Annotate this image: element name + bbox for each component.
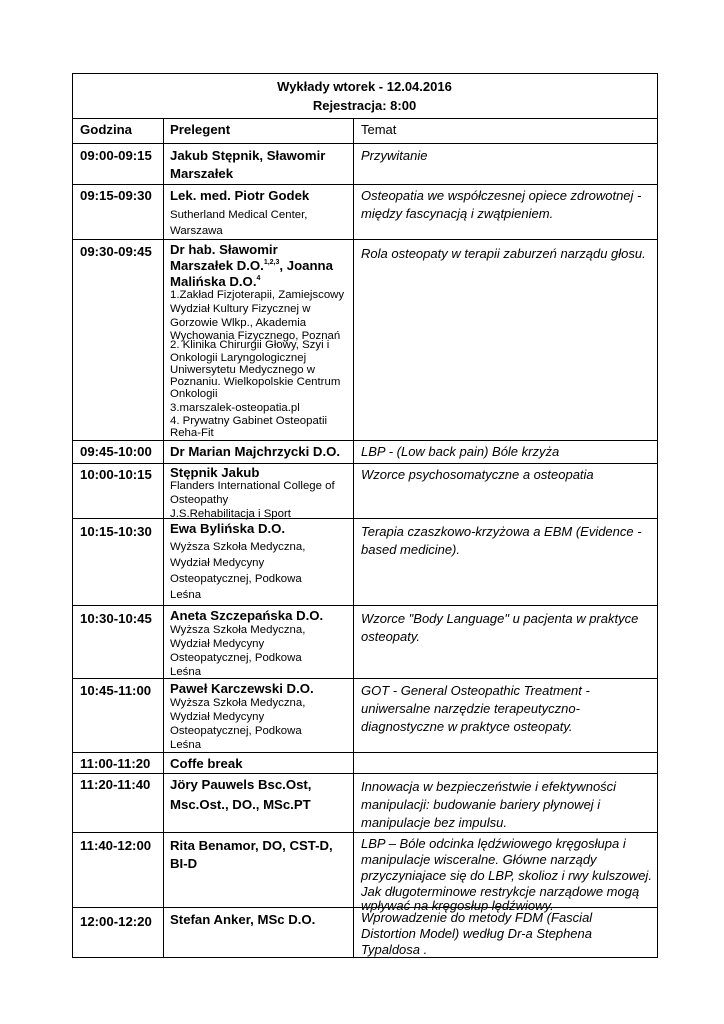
row-time: 10:30-10:45 [80, 611, 152, 626]
row-topic: Typaldosa . [361, 942, 428, 957]
row-affiliation: Wychowania Fizycznego, Poznań [170, 330, 341, 342]
row-affiliation: Wyższa Szkoła Medyczna, [170, 541, 306, 553]
row-speaker: Malińska D.O.$^4$ [170, 274, 261, 289]
row-topic: Osteopatia we współczesnej opiece zdrowotnej - [361, 188, 642, 203]
row-topic: Terapia czaszkowo-krzyżowa a EBM (Evidence - [361, 524, 642, 539]
row-affiliation: Wydział Medycyny [170, 711, 265, 723]
row-topic: LBP – Bóle odcinka lędźwiowego kręgosłupa i [361, 836, 626, 851]
row-topic: Wzorce "Body Language" u pacjenta w praktyce [361, 611, 639, 626]
row-affiliation: Gorzowie Wlkp., Akademia [170, 317, 307, 329]
row-affiliation: J.S.Rehabilitacja i Sport [170, 508, 291, 520]
row-topic: manipulacje wisceralne. Główne narządy [361, 852, 597, 867]
row-speaker: Coffe break [170, 756, 243, 771]
row-time: 10:45-11:00 [80, 683, 152, 698]
row-speaker: Stefan Anker, MSc D.O. [170, 912, 316, 927]
row-speaker: Marszałek D.O.$^{1,2,3}$, Joanna [170, 258, 333, 273]
row-topic: LBP - (Low back pain) Bóle krzyża [361, 444, 560, 459]
row-affiliation: Osteopatycznej, Podkowa [170, 573, 302, 585]
row-affiliation: Uniwersytetu Medycznego w [170, 364, 315, 376]
row-affiliation: Leśna [170, 739, 202, 751]
row-topic: manipulacje bez impulsu. [361, 815, 507, 830]
row-topic: przyczyniajace się do LBP, skolioz i rwy kulszowej. [361, 868, 652, 883]
row-topic: uniwersalne narzędzie terapeutyczno- [361, 701, 580, 716]
row-affiliation: Poznaniu. Wielkopolskie Centrum [170, 376, 341, 388]
column-header-topic: Temat [361, 122, 397, 137]
row-time: 09:30-09:45 [80, 244, 152, 259]
row-affiliation: Wyższa Szkoła Medyczna, [170, 624, 306, 636]
row-speaker: Dr Marian Majchrzycki D.O. [170, 444, 341, 459]
row-affiliation: Onkologii Laryngologicznej [170, 352, 307, 364]
row-topic: wpływać na kręgosłup lędźwiowy. [361, 898, 554, 913]
row-speaker: Paweł Karczewski D.O. [170, 681, 314, 696]
row-topic: GOT - General Osteopathic Treatment - [361, 683, 590, 698]
row-speaker: Lek. med. Piotr Godek [170, 188, 310, 203]
row-topic: Wprowadzenie do metody FDM (Fascial [361, 910, 593, 925]
row-time: 12:00-12:20 [80, 914, 152, 929]
row-topic: diagnostyczne w praktyce osteopaty. [361, 719, 573, 734]
column-header-time: Godzina [80, 122, 133, 137]
row-speaker: Marszałek [170, 166, 234, 181]
row-speaker: Aneta Szczepańska D.O. [170, 608, 324, 623]
row-speaker: BI-D [170, 856, 198, 871]
row-topic: Innowacja w bezpieczeństwie i efektywności [361, 779, 617, 794]
row-topic: Distortion Model) według Dr-a Stephena [361, 926, 592, 941]
row-speaker: Dr hab. Sławomir [170, 242, 278, 257]
row-affiliation: 3.marszalek-osteopatia.pl [170, 402, 300, 414]
row-topic: osteopaty. [361, 629, 421, 644]
row-affiliation: Wyższa Szkoła Medyczna, [170, 697, 306, 709]
row-time: 09:00-09:15 [80, 148, 152, 163]
row-affiliation: Sutherland Medical Center, [170, 209, 308, 221]
page-title: Wykłady wtorek - 12.04.2016 [277, 79, 452, 94]
row-affiliation: 2. Klinika Chirurgii Głowy, Szyi i [170, 339, 330, 351]
column-header-speaker: Prelegent [170, 122, 231, 137]
row-speaker: Jöry Pauwels Bsc.Ost, [170, 777, 312, 792]
row-affiliation: Flanders International College of [170, 480, 335, 492]
row-time: 11:20-11:40 [80, 777, 151, 792]
row-speaker: Ewa Bylińska D.O. [170, 521, 286, 536]
row-affiliation: Osteopatycznej, Podkowa [170, 725, 302, 737]
row-topic: Jak długoterminowe restrykcje narządowe mogą [361, 884, 640, 899]
row-affiliation: 1.Zakład Fizjoterapii, Zamiejscowy [170, 289, 345, 301]
row-affiliation: Wydział Medycyny [170, 557, 265, 569]
row-speaker: Stępnik Jakub [170, 465, 260, 480]
row-affiliation: Leśna [170, 666, 202, 678]
row-affiliation: Osteopatycznej, Podkowa [170, 652, 302, 664]
row-speaker: Rita Benamor, DO, CST-D, [170, 838, 333, 853]
row-topic: manipulacji: budowanie bariery płynowej i [361, 797, 601, 812]
row-topic: Przywitanie [361, 148, 428, 163]
row-topic: Wzorce psychosomatyczne a osteopatia [361, 467, 594, 482]
row-affiliation: Reha-Fit [170, 427, 214, 439]
row-time: 11:40-12:00 [80, 838, 152, 853]
row-affiliation: Leśna [170, 589, 202, 601]
row-time: 09:15-09:30 [80, 188, 152, 203]
row-time: 10:15-10:30 [80, 524, 152, 539]
row-affiliation: Wydział Medycyny [170, 638, 265, 650]
row-affiliation: Osteopathy [170, 494, 229, 506]
row-topic: Rola osteopaty w terapii zaburzeń narządu głosu. [361, 246, 646, 261]
row-time: 11:00-11:20 [80, 756, 151, 771]
row-affiliation: Wydział Kultury Fizycznej w [170, 303, 311, 315]
registration-time: Rejestracja: 8:00 [312, 98, 417, 113]
row-affiliation: Onkologii [170, 388, 218, 400]
row-affiliation: Warszawa [170, 225, 223, 237]
row-time: 10:00-10:15 [80, 467, 152, 482]
row-speaker: Jakub Stępnik, Sławomir [170, 148, 326, 163]
row-topic: based medicine). [361, 542, 460, 557]
row-topic: między fascynacją i zwątpieniem. [361, 206, 554, 221]
row-time: 09:45-10:00 [80, 444, 152, 459]
row-affiliation: 4. Prywatny Gabinet Osteopatii [170, 415, 328, 427]
row-speaker: Msc.Ost., DO., MSc.PT [170, 797, 311, 812]
